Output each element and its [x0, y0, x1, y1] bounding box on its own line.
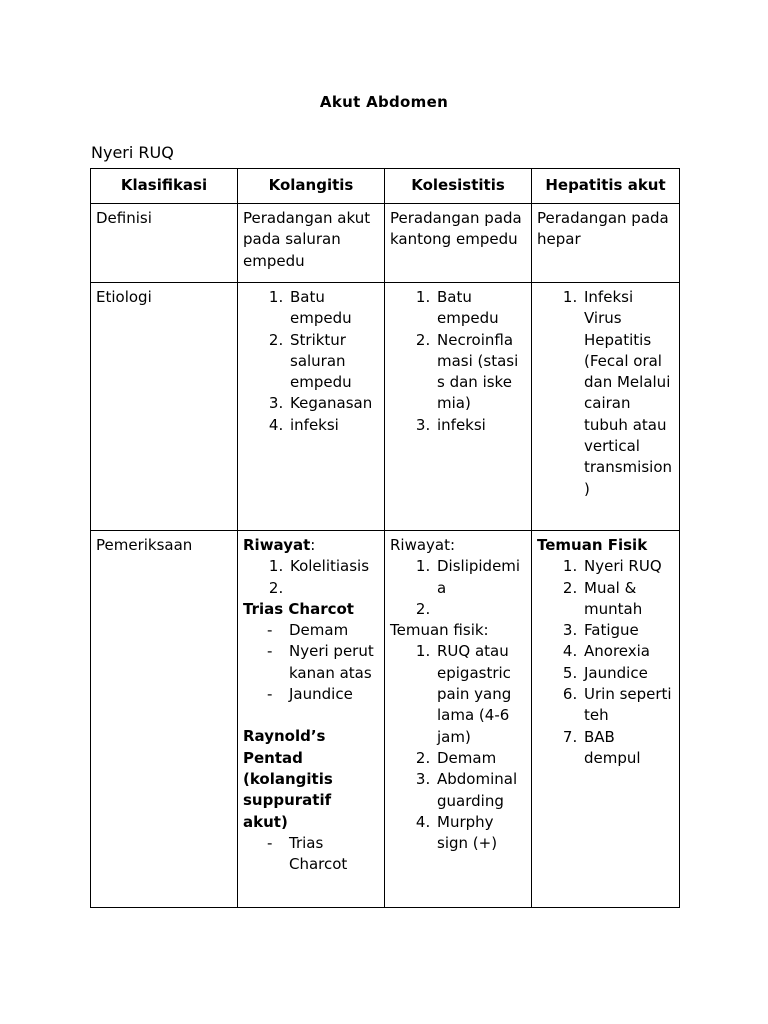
- header-klasifikasi: Klasifikasi: [91, 169, 238, 204]
- riwayat-label: Riwayat: [243, 536, 311, 554]
- riwayat-heading: [243, 535, 379, 556]
- header-kolangitis: Kolangitis: [238, 169, 385, 204]
- list-item: - Trias Charcot: [265, 833, 379, 876]
- list-item: 1. RUQ atau epigastric pain yang lama (4-6 jam): [435, 641, 526, 747]
- list-item: 5. Jaundice: [582, 663, 674, 684]
- list-item: 1. Dislipidemia: [435, 556, 526, 599]
- list-item: - Jaundice: [265, 684, 379, 705]
- label-etiologi: Etiologi: [91, 283, 238, 531]
- list-item: 3. Keganasan: [288, 393, 379, 414]
- riwayat-heading: Riwayat:: [390, 536, 456, 554]
- list-item: 7. BAB dempul: [582, 727, 674, 770]
- list-item: 2. Necroinflamasi (stasis dan iskemia): [435, 330, 526, 415]
- list-item: 1. Batu empedu: [288, 287, 379, 330]
- pemeriksaan-kolesistitis: [385, 531, 532, 908]
- pemeriksaan-kolangitis: [238, 531, 385, 908]
- definisi-hepatitis: Peradangan pada hepar: [532, 204, 680, 283]
- riwayat-kolangitis-list: [243, 556, 379, 599]
- trias-heading: Trias Charcot: [243, 599, 354, 618]
- riwayat-kolesistitis-list: [390, 556, 526, 620]
- header-hepatitis: Hepatitis akut: [532, 169, 680, 204]
- row-definisi: [91, 204, 680, 283]
- temuan-heading: Temuan fisik:: [390, 621, 489, 640]
- spacer: [243, 705, 379, 726]
- etiologi-kolangitis-list: [243, 287, 379, 436]
- label-definisi: Definisi: [91, 204, 238, 283]
- etiologi-kolangitis: [238, 283, 385, 531]
- header-row: [91, 169, 680, 204]
- definisi-kolangitis: Peradangan akut pada saluran empedu: [238, 204, 385, 283]
- list-item: 1. Infeksi Virus Hepatitis (Fecal oral dan Melalui cairan tubuh atau vertical transmision): [582, 287, 674, 500]
- row-pemeriksaan: [91, 531, 680, 908]
- list-item: [288, 578, 379, 599]
- list-item: - Nyeri perut kanan atas: [265, 641, 379, 684]
- label-pemeriksaan: Pemeriksaan: [91, 531, 238, 908]
- etiologi-hepatitis-list: [537, 287, 674, 500]
- temuan-kolesistitis-list: [390, 641, 526, 854]
- etiologi-kolesistitis-list: [390, 287, 526, 436]
- etiologi-kolesistitis: [385, 283, 532, 531]
- list-item: 4. infeksi: [288, 415, 379, 436]
- list-item: 1. Nyeri RUQ: [582, 556, 674, 577]
- pentad-heading: Raynold’s Pentad (kolangitis suppuratif akut): [243, 727, 333, 831]
- list-item: [435, 599, 526, 620]
- pemeriksaan-hepatitis: [532, 531, 680, 908]
- list-item: 2. Mual & muntah: [582, 578, 674, 621]
- classification-table: [90, 168, 680, 908]
- list-item: 3. Fatigue: [582, 620, 674, 641]
- list-item: 4. Murphy sign (+): [435, 812, 526, 855]
- list-item: - Demam: [265, 620, 379, 641]
- row-etiologi: [91, 283, 680, 531]
- list-item: 2. Striktur saluran empedu: [288, 330, 379, 394]
- page-title: Akut Abdomen: [319, 93, 449, 111]
- list-item: 4. Anorexia: [582, 641, 674, 662]
- riwayat-colon: :: [310, 536, 316, 554]
- list-item: 1. Batu empedu: [435, 287, 526, 330]
- temuan-heading: Temuan Fisik: [537, 536, 648, 554]
- list-item: 3. infeksi: [435, 415, 526, 436]
- list-item: 2. Demam: [435, 748, 526, 769]
- list-item: 3. Abdominal guarding: [435, 769, 526, 812]
- trias-list: [243, 620, 379, 705]
- list-item: 1. Kolelitiasis: [288, 556, 379, 577]
- pentad-list: [243, 833, 379, 876]
- temuan-hepatitis-list: [537, 556, 674, 769]
- definisi-kolesistitis: Peradangan pada kantong empedu: [385, 204, 532, 283]
- header-kolesistitis: Kolesistitis: [385, 169, 532, 204]
- etiologi-hepatitis: [532, 283, 680, 531]
- list-item: 6. Urin seperti teh: [582, 684, 674, 727]
- section-title: Nyeri RUQ: [91, 143, 174, 162]
